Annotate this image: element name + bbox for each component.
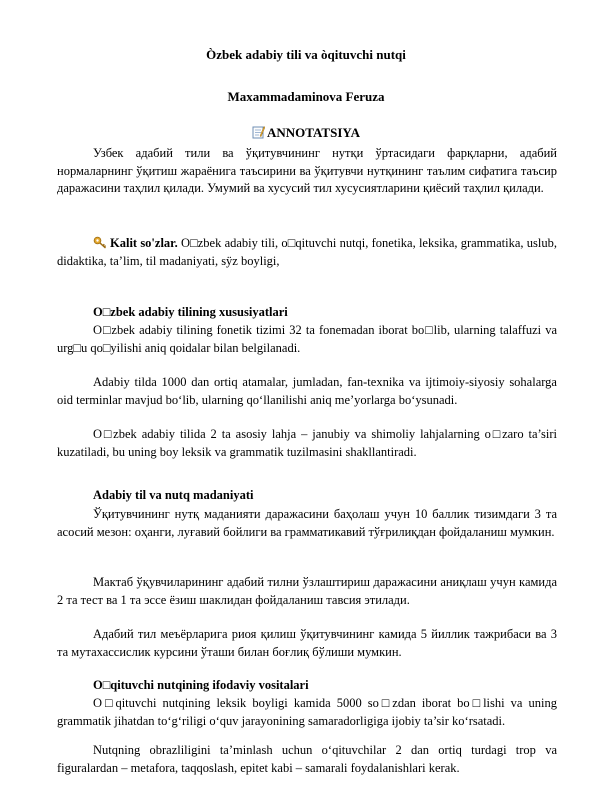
- annotation-text: Узбек адабий тили ва ўқитувчининг нутқи ўртасидаги фарқларни, адабий нормаларнинг ўқитиш жараёнига таъсирини ва ўқитувчи нутқининг таълим сифатига таъсир даражасини таҳлил қилади. Умумий ва хусусий тил хусусиятларини қиёсий таҳлил қилади.: [57, 146, 557, 195]
- section-paragraph: Ўқитувчининг нутқ маданияти даражасини баҳолаш учун 10 баллик тизимдаги 3 та асосий мезон: оҳанги, луғавий бойлиги ва грамматикавий тўғрилиқдан фойдаланиш мумкин.: [57, 507, 557, 539]
- section-paragraph: O□zbek adabiy tilining fonetik tizimi 32 ta fonemadan iborat bo□lib, ularning talaffuzi va urg□u qo□yilishi aniq qoidalar bilan belgilanadi.: [57, 323, 557, 355]
- paper-author: Maxammadaminova Feruza: [227, 89, 385, 104]
- section-paragraph: Adabiy tilda 1000 dan ortiq atamalar, jumladan, fan-texnika va ijtimoiy-siyosiy sohalarga oid terminlar mavjud bo‘lib, ularning qo‘llanilishi aniq me’yorlarga bo‘ysunadi.: [57, 375, 557, 407]
- key-icon: [93, 236, 107, 249]
- memo-icon: [252, 125, 265, 139]
- section-heading-features: O□zbek adabiy tilining xususiyatlari: [93, 305, 288, 319]
- section-paragraph: O□zbek adabiy tilida 2 ta asosiy lahja – janubiy va shimoliy lahjalarning o□zaro ta’siri kuzatiladi, bu uning boy leksik va grammatik tuzilmasini shakllantiradi.: [57, 427, 557, 459]
- keywords-paragraph: [57, 235, 557, 270]
- section-paragraph: O□qituvchi nutqining leksik boyligi kamida 5000 so□zdan iborat bo□lishi va uning grammatik jihatdan to‘g‘riligi o‘quv jarayonining samaradorligiga ijobiy ta’sir ko‘rsatadi.: [57, 696, 557, 728]
- annotation-heading-text: ANNOTATSIYA: [267, 125, 360, 140]
- section-paragraph: Nutqning obrazliligini ta’minlash uchun o‘qituvchilar 2 dan ortiq turdagi trop va figuralardan – metafora, taqqoslash, epitet kabi – samarali foydalanishlari kerak.: [57, 743, 557, 775]
- section-heading-culture: Adabiy til va nutq madaniyati: [93, 488, 254, 502]
- section-heading-expressive: O□qituvchi nutqining ifodaviy vositalari: [93, 678, 309, 692]
- annotation-heading: [0, 125, 612, 141]
- keywords-label: Kalit so'zlar.: [110, 236, 178, 250]
- paper-title: Òzbek adabiy tili va òqituvchi nutqi: [206, 47, 406, 62]
- keywords-list: O□zbek adabiy tili, o□qituvchi nutqi, fonetika, leksika, grammatika, uslub, didaktika, ta’lim, til madaniyati, sÿz boyligi,: [57, 236, 557, 268]
- section-paragraph: Мактаб ўқувчиларининг адабий тилни ўзлаштириш даражасини аниқлаш учун камида 2 та тест ва 1 та эссе ёзиш шаклидан фойдаланиш тавсия этилади.: [57, 575, 557, 607]
- section-paragraph: Адабий тил меъёрларига риоя қилиш ўқитувчининг камида 5 йиллик тажрибаси ва 3 та мутахассислик курсини ўташи билан боғлиқ бўлиши мумкин.: [57, 627, 557, 659]
